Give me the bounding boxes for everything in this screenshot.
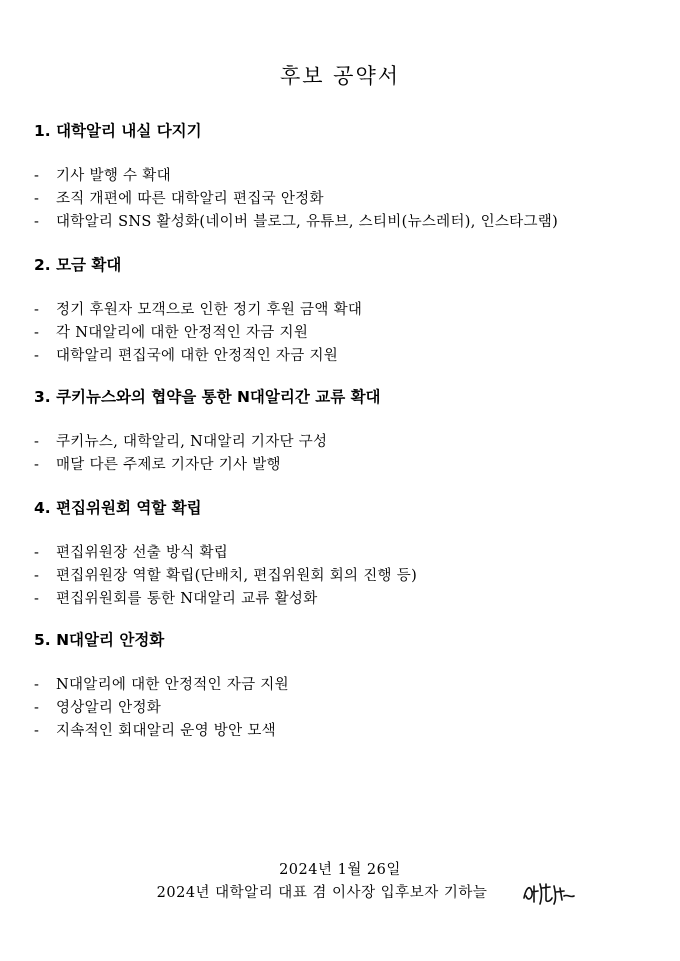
item-text: 영상알리 안정화 bbox=[56, 700, 162, 716]
item-text: 각 N대알리에 대한 안정적인 자금 지원 bbox=[56, 325, 309, 341]
document-title: 후보 공약서 bbox=[279, 64, 401, 88]
section-heading: 3. 쿠키뉴스와의 협약을 통한 N대알리간 교류 확대 bbox=[34, 388, 381, 406]
signatory-line: 2024년 대학알리 대표 겸 이사장 입후보자 기하늘 bbox=[156, 885, 488, 901]
section-2 bbox=[34, 253, 664, 368]
bullet-dash: - bbox=[34, 214, 40, 230]
item-text: 조직 개편에 따른 대학알리 편집국 안정화 bbox=[56, 191, 324, 207]
bullet-dash: - bbox=[34, 348, 40, 364]
item-text: 기사 발행 수 확대 bbox=[56, 168, 171, 184]
section-heading: 4. 편집위원회 역할 확립 bbox=[34, 499, 202, 517]
document-date: 2024년 1월 26일 bbox=[279, 862, 401, 878]
item-text: 편집위원장 역할 확립(단배치, 편집위원회 회의 진행 등) bbox=[56, 568, 418, 584]
item-text: 대학알리 편집국에 대한 안정적인 자금 지원 bbox=[56, 348, 339, 364]
list-item bbox=[34, 431, 664, 454]
bullet-dash: - bbox=[34, 302, 40, 318]
item-text: 대학알리 SNS 활성화(네이버 블로그, 유튜브, 스티비(뉴스레터), 인스타그램) bbox=[56, 214, 559, 230]
section-items bbox=[34, 431, 664, 477]
list-item bbox=[34, 720, 664, 743]
list-item bbox=[34, 165, 664, 188]
bullet-dash: - bbox=[34, 700, 40, 716]
list-item bbox=[34, 565, 664, 588]
list-item bbox=[34, 299, 664, 322]
bullet-dash: - bbox=[34, 591, 40, 607]
bullet-dash: - bbox=[34, 325, 40, 341]
item-text: 편집위원회를 통한 N대알리 교류 활성화 bbox=[56, 591, 318, 607]
list-item bbox=[34, 542, 664, 565]
section-heading: 2. 모금 확대 bbox=[34, 256, 122, 274]
section-4 bbox=[34, 496, 664, 611]
item-text: 쿠키뉴스, 대학알리, N대알리 기자단 구성 bbox=[56, 434, 328, 450]
bullet-dash: - bbox=[34, 568, 40, 584]
item-text: N대알리에 대한 안정적인 자금 지원 bbox=[56, 677, 289, 693]
section-heading: 1. 대학알리 내실 다지기 bbox=[34, 122, 202, 140]
item-text: 매달 다른 주제로 기자단 기사 발행 bbox=[56, 457, 281, 473]
bullet-dash: - bbox=[34, 723, 40, 739]
handwritten-signature bbox=[520, 878, 576, 906]
list-item bbox=[34, 588, 664, 611]
list-item bbox=[34, 697, 664, 720]
list-item bbox=[34, 211, 664, 234]
section-3 bbox=[34, 385, 664, 477]
item-text: 편집위원장 선출 방식 확립 bbox=[56, 545, 229, 561]
bullet-dash: - bbox=[34, 191, 40, 207]
section-items bbox=[34, 674, 664, 743]
section-items bbox=[34, 165, 664, 234]
section-5 bbox=[34, 628, 664, 743]
list-item bbox=[34, 674, 664, 697]
section-heading: 5. N대알리 안정화 bbox=[34, 631, 165, 649]
section-1 bbox=[34, 119, 664, 234]
bullet-dash: - bbox=[34, 168, 40, 184]
list-item bbox=[34, 345, 664, 368]
bullet-dash: - bbox=[34, 434, 40, 450]
bullet-dash: - bbox=[34, 457, 40, 473]
list-item bbox=[34, 322, 664, 345]
list-item bbox=[34, 454, 664, 477]
section-items bbox=[34, 542, 664, 611]
item-text: 정기 후원자 모객으로 인한 정기 후원 금액 확대 bbox=[56, 302, 363, 318]
bullet-dash: - bbox=[34, 545, 40, 561]
section-items bbox=[34, 299, 664, 368]
bullet-dash: - bbox=[34, 677, 40, 693]
list-item bbox=[34, 188, 664, 211]
item-text: 지속적인 회대알리 운영 방안 모색 bbox=[56, 723, 276, 739]
